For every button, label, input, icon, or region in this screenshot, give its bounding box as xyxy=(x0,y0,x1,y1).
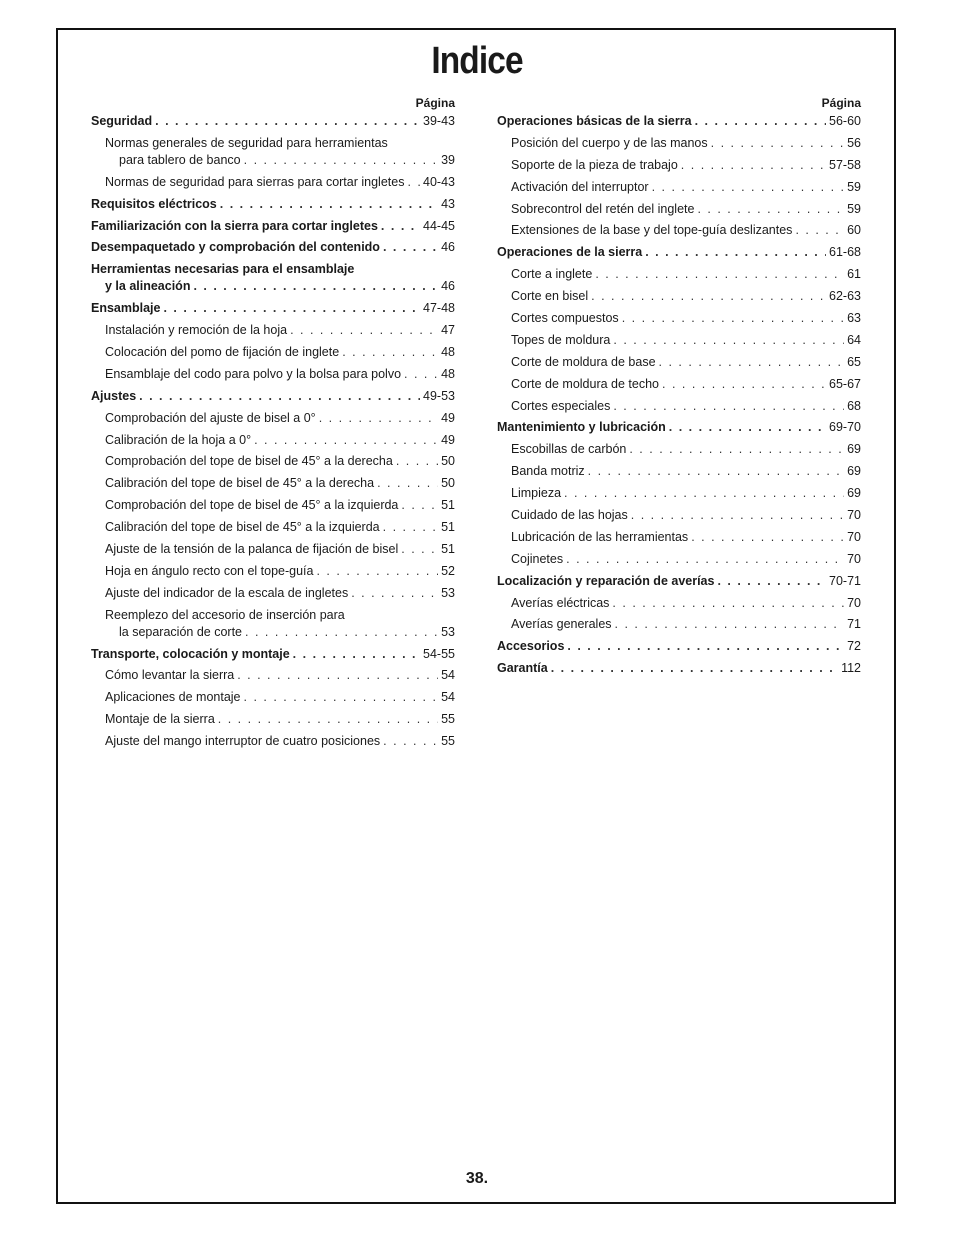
toc-entry xyxy=(91,432,455,449)
dot-leader xyxy=(551,660,838,677)
toc-entry-title: Ensamblaje del codo para polvo y la bolsa para polvo xyxy=(105,366,402,381)
toc-entry xyxy=(497,376,861,393)
toc-entry xyxy=(91,646,455,663)
toc-entry-page: 39 xyxy=(441,152,455,167)
toc-entry xyxy=(91,239,455,256)
toc-entry-title: Localización y reparación de averías xyxy=(497,573,715,588)
toc-entry-title: Banda motriz xyxy=(511,464,585,479)
toc-entry xyxy=(91,344,455,361)
toc-entry-page: 69 xyxy=(847,486,861,501)
toc-entry-page: 47 xyxy=(441,323,455,338)
toc-entry xyxy=(91,475,455,492)
dot-leader xyxy=(244,152,438,169)
toc-entry xyxy=(91,497,455,514)
toc-entry-title: Ajuste de la tensión de la palanca de fijación de bisel xyxy=(105,542,399,557)
toc-entry xyxy=(91,711,455,728)
dot-leader xyxy=(220,196,438,213)
toc-entry-page: 65-67 xyxy=(829,376,861,391)
toc-entry xyxy=(497,419,861,436)
toc-entry-title: Garantía xyxy=(497,661,548,676)
dot-leader xyxy=(795,222,844,239)
toc-entry-title: Calibración del tope de bisel de 45° a la derecha xyxy=(105,476,375,491)
toc-entry xyxy=(497,595,861,612)
toc-entry-page: 39-43 xyxy=(423,114,455,128)
toc-entry xyxy=(91,322,455,339)
toc-entry-page: 68 xyxy=(847,398,861,413)
toc-entry xyxy=(91,300,455,317)
toc-entry xyxy=(497,507,861,524)
toc-entry-title: Requisitos eléctricos xyxy=(91,196,217,211)
toc-entry-title: Corte de moldura de techo xyxy=(511,376,660,391)
toc-entry xyxy=(91,174,455,191)
dot-leader xyxy=(407,174,420,191)
toc-entry-page: 51 xyxy=(441,498,455,513)
dot-leader xyxy=(319,410,438,427)
toc-entry-title: Cojinetes xyxy=(511,551,564,566)
toc-entry xyxy=(91,218,455,235)
toc-entry-page: 51 xyxy=(441,520,455,535)
toc-entry-title: Calibración del tope de bisel de 45° a la izquierda xyxy=(105,520,380,535)
toc-entry-second-line xyxy=(91,278,455,295)
toc-entry xyxy=(497,288,861,305)
toc-entry xyxy=(91,667,455,684)
dot-leader xyxy=(711,135,844,152)
dot-leader xyxy=(237,667,438,684)
toc-entry-title: Familiarización con la sierra para cortar ingletes xyxy=(91,218,378,233)
toc-entry-title: Corte de moldura de base xyxy=(511,354,656,369)
toc-entry-title: Mantenimiento y lubricación xyxy=(497,420,666,435)
toc-entry xyxy=(497,660,861,677)
toc-entry xyxy=(497,332,861,349)
dot-leader xyxy=(595,266,844,283)
dot-leader xyxy=(383,733,438,750)
dot-leader xyxy=(645,244,826,261)
toc-entry-page: 69 xyxy=(847,464,861,479)
pagina-header-left: Página xyxy=(415,96,455,110)
dot-leader xyxy=(245,624,438,641)
dot-leader xyxy=(681,157,826,174)
dot-leader xyxy=(613,398,844,415)
toc-right-entries xyxy=(497,113,861,677)
dot-leader xyxy=(613,332,844,349)
toc-entry-title: Limpieza xyxy=(511,486,562,501)
toc-entry-title-line1: Reemplezo del accesorio de inserción para xyxy=(105,607,345,622)
toc-entry-title: Corte a inglete xyxy=(511,267,593,282)
dot-leader xyxy=(254,432,438,449)
dot-leader xyxy=(622,310,844,327)
toc-entry-page: 44-45 xyxy=(423,218,455,233)
toc-entry-title: Activación del interruptor xyxy=(511,179,649,194)
toc-entry-page: 54-55 xyxy=(423,646,455,661)
dot-leader xyxy=(290,322,438,339)
toc-entry-page: 61 xyxy=(847,267,861,282)
toc-entry-title: Sobrecontrol del retén del inglete xyxy=(511,201,695,216)
page-title: Indice xyxy=(431,40,523,82)
toc-entry xyxy=(497,157,861,174)
toc-entry-title: Aplicaciones de montaje xyxy=(105,690,241,705)
dot-leader xyxy=(591,288,826,305)
toc-entry-title: Cómo levantar la sierra xyxy=(105,668,235,683)
toc-entry-title: Escobillas de carbón xyxy=(511,442,627,457)
toc-entry-page: 70 xyxy=(847,508,861,523)
toc-entry-title: Topes de moldura xyxy=(511,332,611,347)
toc-entry-title: para tablero de banco xyxy=(119,152,241,167)
dot-leader xyxy=(193,278,438,295)
toc-entry-page: 53 xyxy=(441,585,455,600)
toc-entry-page: 49-53 xyxy=(423,388,455,403)
dot-leader xyxy=(401,541,438,558)
toc-entry-title: Desempaquetado y comprobación del contenido xyxy=(91,240,380,255)
dot-leader xyxy=(139,388,420,405)
toc-entry-page: 59 xyxy=(847,201,861,216)
toc-entry-page: 56-60 xyxy=(829,114,861,128)
toc-entry-title: Normas de seguridad para sierras para cortar ingletes xyxy=(105,174,405,189)
toc-entry-page: 46 xyxy=(441,240,455,255)
dot-leader xyxy=(218,711,438,728)
toc-entry-title: Ensamblaje xyxy=(91,301,161,316)
toc-entry-page: 48 xyxy=(441,345,455,360)
toc-entry-title: Lubricación de las herramientas xyxy=(511,529,689,544)
toc-entry-title: Comprobación del tope de bisel de 45° a la derecha xyxy=(105,454,393,469)
toc-entry-title: Ajustes xyxy=(91,388,137,403)
toc-entry xyxy=(497,551,861,568)
toc-entry xyxy=(497,135,861,152)
toc-entry xyxy=(91,366,455,383)
toc-entry-title: Hoja en ángulo recto con el tope-guía xyxy=(105,563,314,578)
dot-leader xyxy=(316,563,438,580)
dot-leader xyxy=(383,519,438,536)
toc-entry-page: 48 xyxy=(441,366,455,381)
toc-entry-title: Soporte de la pieza de trabajo xyxy=(511,157,678,172)
toc-entry-page: 54 xyxy=(441,690,455,705)
toc-entry xyxy=(91,196,455,213)
toc-entry-page: 50 xyxy=(441,454,455,469)
dot-leader xyxy=(383,239,438,256)
toc-entry-title: Comprobación del tope de bisel de 45° a la izquierda xyxy=(105,498,399,513)
toc-entry-page: 112 xyxy=(841,661,861,676)
toc-entry-title: Ajuste del indicador de la escala de ingletes xyxy=(105,585,349,600)
toc-entry-page: 40-43 xyxy=(423,174,455,189)
toc-entry xyxy=(497,201,861,218)
dot-leader xyxy=(381,218,420,235)
dot-leader xyxy=(293,646,420,663)
toc-entry xyxy=(497,485,861,502)
toc-entry-page: 49 xyxy=(441,432,455,447)
dot-leader xyxy=(567,638,844,655)
toc-entry-title-line1: Herramientas necesarias para el ensamblaje xyxy=(91,262,355,277)
toc-entry-page: 69-70 xyxy=(829,420,861,435)
toc-left-entries xyxy=(91,113,455,750)
toc-entry-second-line xyxy=(105,624,455,641)
dot-leader xyxy=(695,113,826,130)
toc-entry-title: Averías generales xyxy=(511,617,612,632)
toc-entry-title: Comprobación del ajuste de bisel a 0° xyxy=(105,410,316,425)
dot-leader xyxy=(155,113,420,130)
toc-entry xyxy=(497,616,861,633)
dot-leader xyxy=(564,485,844,502)
toc-entry xyxy=(497,113,861,130)
toc-entry-page: 54 xyxy=(441,668,455,683)
toc-entry xyxy=(91,689,455,706)
dot-leader xyxy=(404,366,438,383)
toc-entry xyxy=(91,607,455,641)
toc-entry-title: y la alineación xyxy=(105,279,191,294)
dot-leader xyxy=(244,689,439,706)
toc-entry-title: Accesorios xyxy=(497,639,565,654)
toc-entry-title: Averías eléctricas xyxy=(511,595,610,610)
toc-entry-title: Instalación y remoción de la hoja xyxy=(105,323,288,338)
toc-entry xyxy=(497,179,861,196)
toc-entry-page: 72 xyxy=(847,639,861,654)
toc-entry-title: Cortes compuestos xyxy=(511,311,619,326)
toc-entry xyxy=(497,310,861,327)
toc-entry-page: 52 xyxy=(441,563,455,578)
dot-leader xyxy=(662,376,826,393)
dot-leader xyxy=(401,497,438,514)
dot-leader xyxy=(659,354,845,371)
toc-entry-title: Cortes especiales xyxy=(511,398,611,413)
toc-entry xyxy=(91,410,455,427)
toc-entry-title: Ajuste del mango interruptor de cuatro posiciones xyxy=(105,734,381,749)
toc-entry xyxy=(91,585,455,602)
toc-entry-page: 65 xyxy=(847,354,861,369)
toc-left-column xyxy=(91,93,455,755)
toc-entry-page: 43 xyxy=(441,196,455,211)
toc-entry-second-line xyxy=(105,152,455,169)
page-number: 38. xyxy=(465,1170,489,1187)
dot-leader xyxy=(342,344,438,361)
toc-entry xyxy=(497,441,861,458)
dot-leader xyxy=(377,475,438,492)
dot-leader xyxy=(629,441,844,458)
toc-entry xyxy=(497,354,861,371)
toc-entry-title: Calibración de la hoja a 0° xyxy=(105,432,252,447)
toc-entry xyxy=(91,135,455,169)
toc-entry-page: 63 xyxy=(847,311,861,326)
dot-leader xyxy=(691,529,844,546)
dot-leader xyxy=(351,585,438,602)
toc-entry xyxy=(497,266,861,283)
dot-leader xyxy=(652,179,845,196)
dot-leader xyxy=(588,463,844,480)
toc-entry-page: 59 xyxy=(847,179,861,194)
toc-entry xyxy=(91,113,455,130)
dot-leader xyxy=(697,201,844,218)
toc-entry xyxy=(91,261,455,295)
toc-entry-page: 47-48 xyxy=(423,301,455,316)
toc-entry-page: 49 xyxy=(441,410,455,425)
toc-entry-title: Extensiones de la base y del tope-guía deslizantes xyxy=(511,223,793,238)
dot-leader xyxy=(566,551,844,568)
toc-entry-title: Operaciones básicas de la sierra xyxy=(497,114,692,128)
toc-entry-page: 60 xyxy=(847,223,861,238)
toc-entry-page: 71 xyxy=(847,617,861,632)
toc-entry-page: 55 xyxy=(441,734,455,749)
dot-leader xyxy=(631,507,844,524)
toc-entry-title: Transporte, colocación y montaje xyxy=(91,646,290,661)
toc-entry-page: 70 xyxy=(847,551,861,566)
toc-entry xyxy=(91,388,455,405)
toc-entry xyxy=(497,244,861,261)
toc-entry xyxy=(91,733,455,750)
pagina-header-right: Página xyxy=(821,96,861,110)
dot-leader xyxy=(669,419,826,436)
toc-entry-title: Operaciones de la sierra xyxy=(497,245,643,260)
toc-entry-page: 55 xyxy=(441,712,455,727)
toc-entry-page: 53 xyxy=(441,624,455,639)
toc-entry-page: 69 xyxy=(847,442,861,457)
toc-entry-page: 46 xyxy=(441,279,455,294)
toc-entry-page: 64 xyxy=(847,332,861,347)
toc-entry xyxy=(497,398,861,415)
toc-entry-title: Colocación del pomo de fijación de inglete xyxy=(105,345,340,360)
dot-leader xyxy=(163,300,420,317)
toc-entry xyxy=(497,529,861,546)
toc-entry xyxy=(91,541,455,558)
toc-entry-page: 50 xyxy=(441,476,455,491)
dot-leader xyxy=(615,616,845,633)
toc-entry xyxy=(91,453,455,470)
toc-entry-title: Corte en bisel xyxy=(511,289,589,304)
toc-entry-title: la separación de corte xyxy=(119,624,242,639)
toc-entry-title: Posición del cuerpo y de las manos xyxy=(511,135,708,150)
toc-entry-page: 61-68 xyxy=(829,245,861,260)
toc-entry xyxy=(497,222,861,239)
toc-entry-page: 70 xyxy=(847,529,861,544)
dot-leader xyxy=(717,573,826,590)
toc-entry-title-line1: Normas generales de seguridad para herramientas xyxy=(105,135,388,150)
toc-entry xyxy=(91,563,455,580)
dot-leader xyxy=(396,453,438,470)
toc-entry-page: 57-58 xyxy=(829,157,861,172)
toc-entry-title: Cuidado de las hojas xyxy=(511,508,628,523)
toc-entry-page: 51 xyxy=(441,542,455,557)
toc-entry-title: Montaje de la sierra xyxy=(105,712,215,727)
toc-entry-page: 70 xyxy=(847,595,861,610)
toc-entry xyxy=(497,573,861,590)
toc-entry-page: 62-63 xyxy=(829,289,861,304)
toc-entry-page: 70-71 xyxy=(829,573,861,588)
toc-right-column xyxy=(497,93,861,682)
toc-entry-title: Seguridad xyxy=(91,114,153,128)
toc-entry xyxy=(91,519,455,536)
toc-entry xyxy=(497,463,861,480)
dot-leader xyxy=(612,595,844,612)
toc-entry-page: 56 xyxy=(847,135,861,150)
toc-entry xyxy=(497,638,861,655)
